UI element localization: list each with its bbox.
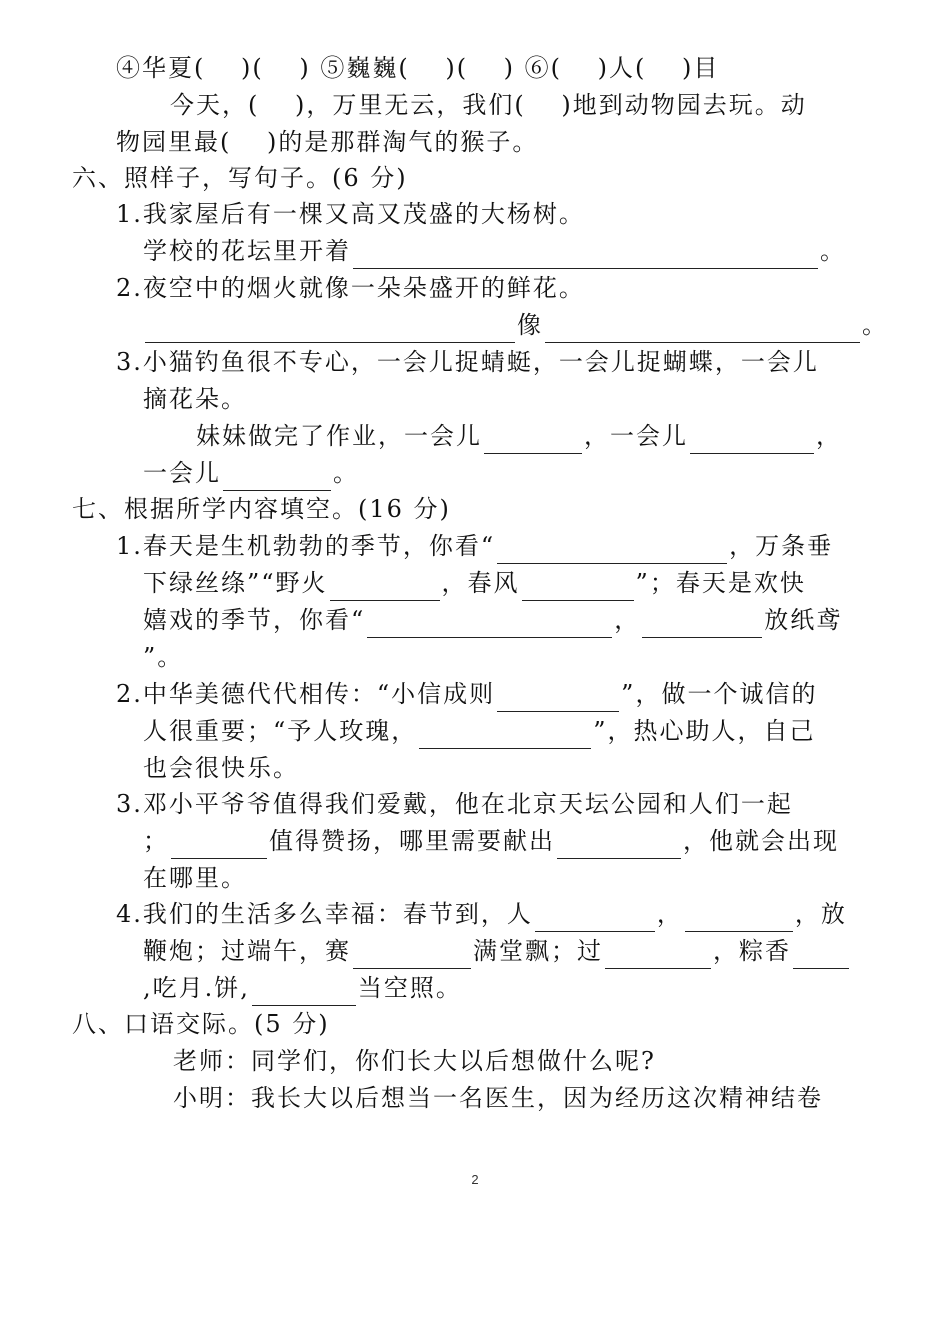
punctuation: ，	[614, 606, 641, 634]
answer-blank[interactable]	[535, 905, 655, 932]
q7-2-text-2: ”，做一个诚信的	[621, 680, 818, 708]
idiom-fill-row	[116, 50, 719, 86]
section-8-title: 八、口语交际。(5 分)	[72, 1010, 330, 1038]
q7-2-line-3	[143, 750, 299, 786]
q7-1-line-1	[116, 528, 833, 564]
dialogue-teacher	[173, 1043, 656, 1079]
idiom-fill-text: ④华夏( )( ) ⑤巍巍( )( ) ⑥( )人( )目	[116, 54, 720, 82]
answer-blank[interactable]	[690, 427, 814, 454]
q6-3-text-2: 摘花朵。	[143, 385, 247, 413]
q6-2-text: 2.夜空中的烟火就像一朵朵盛开的鲜花。	[116, 274, 585, 302]
section-6-title: 六、照样子，写句子。(6 分)	[72, 164, 408, 192]
answer-blank[interactable]	[252, 979, 356, 1006]
q7-3-text-4: 在哪里。	[143, 864, 247, 892]
q7-4-text-5: ，粽香	[713, 937, 791, 965]
q6-3-answer-line-1	[196, 418, 842, 454]
dialogue-student-text: 小明：我长大以后想当一名医生，因为经历这次精神结卷	[173, 1084, 823, 1112]
punctuation: ；	[143, 827, 169, 855]
section-7-title: 七、根据所学内容填空。(16 分)	[72, 495, 451, 523]
q6-2-example	[116, 270, 585, 306]
q7-4-text-7: 当空照。	[357, 974, 462, 1002]
q7-1-text-7: 放纸鸢	[764, 606, 843, 634]
q7-3-text-1: 3.邓小平爷爷值得我们爱戴，他在北京天坛公园和人们一起	[116, 790, 793, 818]
q7-4-line-3	[143, 970, 462, 1006]
answer-blank[interactable]	[497, 537, 727, 564]
q7-4-text-6: ,吃月.饼,	[143, 974, 250, 1002]
q7-1-text-2: ，万条垂	[729, 532, 834, 560]
punctuation: 。	[333, 459, 359, 487]
q7-1-text-1: 1.春天是生机勃勃的季节，你看“	[116, 532, 496, 560]
q6-3-prompt-2: ，一会儿	[584, 422, 688, 450]
q7-2-text-4: ”，热心助人，自己	[593, 717, 816, 745]
punctuation: 。	[820, 237, 846, 265]
q7-1-text-6: 嬉戏的季节，你看“	[143, 606, 366, 634]
q6-3-example-line-1	[116, 344, 819, 380]
q7-3-text-3: ，他就会出现	[683, 827, 839, 855]
q7-4-text-1: 4.我们的生活多么幸福：春节到，人	[116, 900, 533, 928]
answer-blank[interactable]	[171, 832, 267, 859]
q7-4-line-1	[116, 896, 847, 932]
q7-2-text-1: 2.中华美德代代相传：“小信成则	[116, 680, 496, 708]
q6-1-text: 1.我家屋后有一棵又高又茂盛的大杨树。	[116, 200, 585, 228]
q7-2-text-5: 也会很快乐。	[143, 754, 299, 782]
answer-blank[interactable]	[484, 427, 582, 454]
q7-3-line-1	[116, 786, 793, 822]
q6-3-answer-line-2	[143, 455, 359, 491]
q6-1-prompt: 学校的花坛里开着	[143, 237, 351, 265]
answer-blank[interactable]	[330, 574, 440, 601]
q6-3-prompt-3: 一会儿	[143, 459, 221, 487]
answer-blank[interactable]	[793, 942, 849, 969]
punctuation: ，	[816, 422, 842, 450]
answer-blank[interactable]	[497, 685, 619, 712]
answer-blank[interactable]	[545, 316, 860, 343]
q7-2-text-3: 人很重要；“予人玫瑰，	[143, 717, 418, 745]
q7-1-line-2	[143, 565, 806, 601]
dialogue-teacher-text: 老师：同学们，你们长大以后想做什么呢?	[173, 1047, 656, 1075]
q7-1-text-3: 下绿丝绦”“野火	[143, 569, 328, 597]
section-7-heading	[72, 491, 451, 527]
answer-blank[interactable]	[557, 832, 681, 859]
punctuation: 。	[862, 311, 888, 339]
q7-4-line-2	[143, 933, 851, 969]
answer-blank[interactable]	[353, 942, 471, 969]
q6-3-prompt-1: 妹妹做完了作业，一会儿	[196, 422, 482, 450]
answer-blank[interactable]	[642, 611, 762, 638]
page-number: 2	[471, 1172, 479, 1187]
q7-4-text-3: 鞭炮；过端午，赛	[143, 937, 351, 965]
q7-3-text-2: 值得赞扬，哪里需要献出	[269, 827, 555, 855]
answer-blank[interactable]	[223, 464, 331, 491]
q6-2-answer-line	[143, 307, 888, 343]
passage-line-2	[116, 124, 538, 160]
answer-blank[interactable]	[605, 942, 711, 969]
passage-line-1	[170, 87, 807, 123]
q7-1-line-3	[143, 602, 842, 638]
q7-1-text-8: ”。	[143, 643, 184, 671]
q7-4-text-4: 满堂飘；过	[473, 937, 603, 965]
q7-2-line-2	[143, 713, 816, 749]
answer-blank[interactable]	[353, 242, 818, 269]
passage-text-2: 物园里最( )的是那群淘气的猴子。	[116, 128, 539, 156]
punctuation: ，	[656, 900, 683, 928]
answer-blank[interactable]	[145, 316, 515, 343]
section-6-heading	[72, 160, 408, 196]
q7-3-line-3	[143, 860, 247, 896]
section-8-heading	[72, 1006, 330, 1042]
q6-3-example-line-2	[143, 381, 247, 417]
q6-1-answer-line	[143, 233, 846, 269]
q7-1-text-5: ”；春天是欢快	[635, 569, 806, 597]
q7-3-line-2	[143, 823, 839, 859]
q7-4-text-2: ，放	[794, 900, 847, 928]
answer-blank[interactable]	[419, 722, 591, 749]
answer-blank[interactable]	[522, 574, 634, 601]
answer-blank[interactable]	[685, 905, 793, 932]
q6-2-connector: 像	[517, 311, 543, 339]
answer-blank[interactable]	[367, 611, 612, 638]
q6-1-example	[116, 196, 585, 232]
passage-text-1: 今天，( )，万里无云，我们( )地到动物园去玩。动	[170, 91, 807, 119]
q6-3-text-1: 3.小猫钓鱼很不专心，一会儿捉蜻蜓，一会儿捉蝴蝶，一会儿	[116, 348, 819, 376]
q7-2-line-1	[116, 676, 817, 712]
dialogue-student	[173, 1080, 823, 1116]
q7-1-text-4: ，春风	[441, 569, 520, 597]
q7-1-line-4	[143, 639, 183, 675]
